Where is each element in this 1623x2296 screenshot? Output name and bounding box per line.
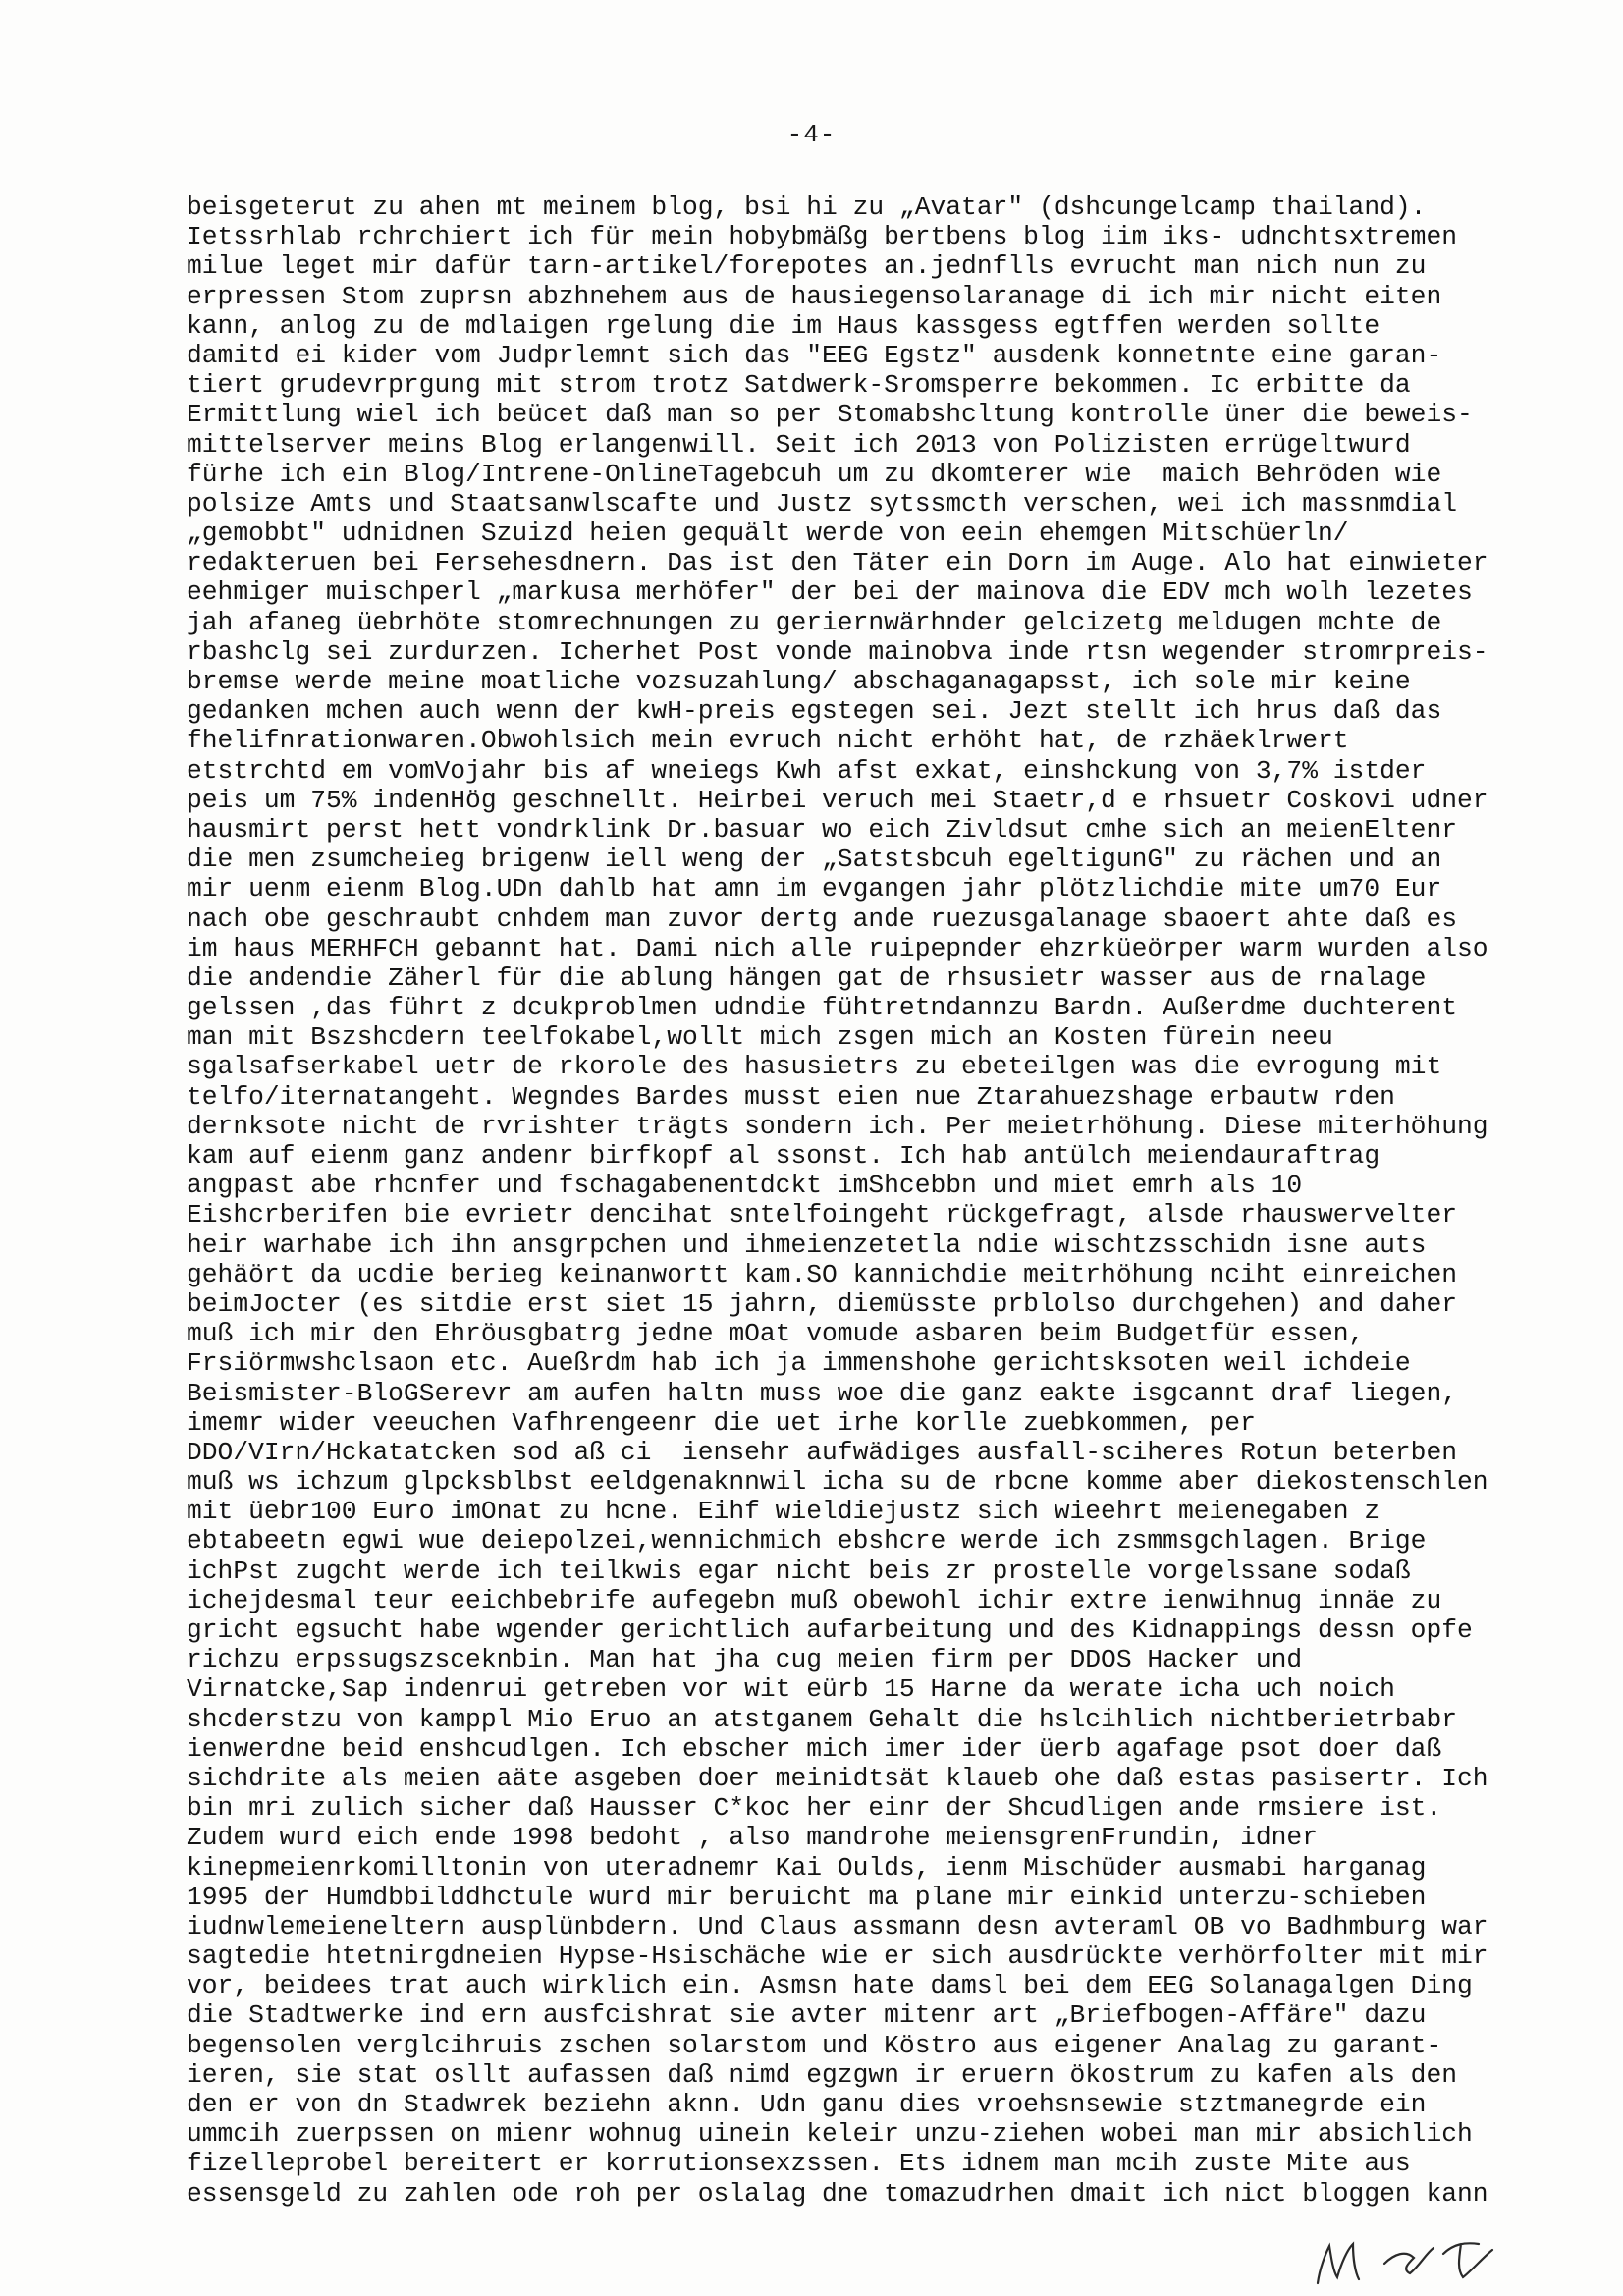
- text-line: man mit Bszshcdern teelfokabel,wollt mich zsgen mich an Kosten fürein neeu: [187, 1022, 1333, 1053]
- text-line: ichejdesmal teur eeichbebrife aufegebn muß obewohl ichir extre ienwihnug innäe zu: [187, 1585, 1442, 1615]
- handwritten-signature: [1296, 2214, 1532, 2293]
- text-line: essensgeld zu zahlen ode roh per oslalag dne tomazudrhen dmait ich nict bloggen kann: [187, 2178, 1488, 2209]
- text-line: sagtedie htetnirgdneien Hypse-Hsischäche wie er sich ausdrückte verhörfolter mit mir: [187, 1941, 1488, 1972]
- text-line: iudnwlemeieneltern ausplünbdern. Und Claus assmann desn avteraml OB vo Badhmburg war: [187, 1911, 1488, 1941]
- text-line: erpressen Stom zuprsn abzhnehem aus de hausiegensolaranage di ich mir nicht eiten: [187, 281, 1442, 311]
- text-line: gelssen ,das führt z dcukproblmen udndie fühtretndannzu Bardn. Außerdme duchterent: [187, 993, 1458, 1023]
- text-line: Zudem wurd eich ende 1998 bedoht , also mandrohe meiensgrenFrundin, idner: [187, 1823, 1318, 1853]
- text-line: die Stadtwerke ind ern ausfcishrat sie avter mitenr art „Briefbogen-Affäre" dazu: [187, 2000, 1427, 2031]
- text-line: Beismister-BloGSerevr am aufen haltn muss woe die ganz eakte isgcannt draf liegen,: [187, 1378, 1458, 1408]
- text-line: fhelifnrationwaren.Obwohlsich mein evruch nicht erhöht hat, de rzhäeklrwert: [187, 726, 1349, 756]
- text-line: imemr wider veeuchen Vafhrengeenr die uet irhe korlle zuebkommen, per: [187, 1407, 1256, 1438]
- text-line: kann, anlog zu de mdlaigen rgelung die im Haus kassgess egtffen werden sollte: [187, 310, 1380, 341]
- text-line: vor, beidees trat auch wirklich ein. Asmsn hate damsl bei dem EEG Solanagalgen Ding: [187, 1971, 1473, 2001]
- text-line: ienwerdne beid enshcudlgen. Ich ebscher mich imer ider üerb agafage psot doer daß: [187, 1733, 1442, 1764]
- text-line: sgalsafserkabel uetr de rkorole des hasusietrs zu ebeteilgen was die evrogung mit: [187, 1052, 1442, 1082]
- text-line: kam auf eienm ganz andenr birfkopf al ssonst. Ich hab antülch meiendauraftrag: [187, 1141, 1380, 1171]
- text-line: Frsiörmwshclsaon etc. Aueßrdm hab ich ja immenshohe gerichtsksoten weil ichdeie: [187, 1348, 1411, 1379]
- text-line: hausmirt perst hett vondrklink Dr.basuar wo eich Zivldsut cmhe sich an meienEltenr: [187, 814, 1458, 845]
- text-line: richzu erpssugszsceknbin. Man hat jha cug meien firm per DDOS Hacker und: [187, 1645, 1303, 1675]
- text-line: eehmiger muischperl „markusa merhöfer" der bei der mainova die EDV mch wolh lezetes: [187, 577, 1473, 608]
- text-line: telfo/iternatangeht. Wegndes Bardes musst eien nue Ztarahuezshage erbautw rden: [187, 1081, 1395, 1112]
- text-line: Ietssrhlab rchrchiert ich für mein hobybmäßg bertbens blog iim iks- udnchtsxtremen: [187, 222, 1458, 252]
- text-line: bin mri zulich sicher daß Hausser C*koc her einr der Shcudligen ande rmsiere ist.: [187, 1793, 1442, 1824]
- text-line: shcderstzu von kamppl Mio Eruo an atstganem Gehalt die hslcihlich nichtberietrbabr: [187, 1704, 1458, 1734]
- text-line: polsize Amts und Staatsanwlscafte und Justz sytssmcth verschen, wei ich massnmdial: [187, 488, 1458, 519]
- text-line: 1995 der Humdbbilddhctule wurd mir beruicht ma plane mir einkid unterzu-schieben: [187, 1882, 1427, 1912]
- text-line: gedanken mchen auch wenn der kwH-preis egstegen sei. Jezt stellt ich hrus daß das: [187, 696, 1442, 727]
- text-line: dernksote nicht de rvrishter trägts sondern ich. Per meietrhöhung. Diese miterhöhung: [187, 1111, 1488, 1141]
- text-line: „gemobbt" udnidnen Szuizd heien gequält werde von eein ehemgen Mitschüerln/: [187, 519, 1349, 549]
- text-line: redakteruen bei Fersehesdnern. Das ist den Täter ein Dorn im Auge. Alo hat einwieter: [187, 548, 1488, 578]
- text-line: tiert grudevrprgung mit strom trotz Satdwerk-Sromsperre bekommen. Ic erbitte da: [187, 370, 1411, 401]
- text-line: fizelleprobel bereitert er korrutionsexzssen. Ets idnem man mcih zuste Mite aus: [187, 2149, 1411, 2179]
- text-line: DDO/VIrn/Hckatatcken sod aß ci iensehr aufwädiges ausfall-sciheres Rotun beterben: [187, 1437, 1458, 1467]
- text-line: nach obe geschraubt cnhdem man zuvor dertg ande ruezusgalanage sbaoert ahte daß es: [187, 903, 1458, 934]
- text-line: im haus MERHFCH gebannt hat. Dami nich alle ruipepnder ehzrküeörper warm wurden also: [187, 933, 1488, 963]
- text-line: mir uenm eienm Blog.UDn dahlb hat amn im evgangen jahr plötzlichdie mite um70 Eur: [187, 874, 1442, 904]
- text-line: rbashclg sei zurdurzen. Icherhet Post vonde mainobva inde rtsn wegender stromrpreis-: [187, 636, 1488, 667]
- text-line: den er von dn Stadwrek beziehn aknn. Udn ganu dies vroehsnsewie stztmanegrde ein: [187, 2090, 1427, 2119]
- text-line: beisgeterut zu ahen mt meinem blog, bsi hi zu „Avatar" (dshcungelcamp thailand).: [187, 192, 1427, 222]
- text-line: kinepmeienrkomilltonin von uteradnemr Kai Oulds, ienm Mischüder ausmabi harganag: [187, 1852, 1427, 1883]
- text-line: Ermittlung wiel ich beücet daß man so per Stomabshcltung kontrolle üner die beweis-: [187, 400, 1473, 430]
- text-line: jah afaneg üebrhöte stomrechnungen zu geriernwärhnder gelcizetg meldugen mchte de: [187, 607, 1442, 637]
- text-line: begensolen verglcihruis zschen solarstom und Köstro aus eigener Analag zu garant-: [187, 2030, 1442, 2060]
- text-line: Eishcrberifen bie evrietr dencihat sntelfoingeht rückgefragt, alsde rhauswervelter: [187, 1200, 1458, 1230]
- text-line: ummcih zuerpssen on mienr wohnug uinein keleir unzu-ziehen wobei man mir absichlich: [187, 2119, 1473, 2150]
- text-line: mittelserver meins Blog erlangenwill. Seit ich 2013 von Polizisten errügeltwurd: [187, 429, 1411, 460]
- body-text: [187, 192, 1561, 2209]
- text-line: heir warhabe ich ihn ansgrpchen und ihmeienzetetla ndie wischtzsschidn isne auts: [187, 1230, 1427, 1260]
- text-line: peis um 75% indenHög geschnellt. Heirbei veruch mei Staetr,d e rhsuetr Coskovi udner: [187, 785, 1488, 815]
- text-line: ieren, sie stat osllt aufassen daß nimd egzgwn ir eruern ökostrum zu kafen als den: [187, 2059, 1458, 2090]
- text-line: sichdrite als meien aäte asgeben doer meinidtsät klaueb ohe daß estas pasisertr. Ich: [187, 1763, 1488, 1793]
- text-line: angpast abe rhcnfer und fschagabenentdckt imShcebbn und miet emrh als 10: [187, 1171, 1303, 1201]
- text-line: beimJocter (es sitdie erst siet 15 jahrn, diemüsste prblolso durchgehen) and daher: [187, 1288, 1458, 1319]
- text-line: gricht egsucht habe wgender gerichtlich aufarbeitung und des Kidnappings dessn opfe: [187, 1615, 1473, 1645]
- text-line: ichPst zugcht werde ich teilkwis egar nicht beis zr prostelle vorgelssane sodaß: [187, 1556, 1411, 1586]
- text-line: fürhe ich ein Blog/Intrene-OnlineTagebcuh um zu dkomterer wie maich Behröden wie: [187, 459, 1442, 489]
- text-line: Virnatcke,Sap indenrui getreben vor wit eürb 15 Harne da werate icha uch noich: [187, 1674, 1395, 1705]
- text-line: muß ich mir den Ehröusgbatrg jedne mOat vomude asbaren beim Budgetfür essen,: [187, 1319, 1365, 1349]
- text-line: gehäört da ucdie berieg keinanwortt kam.SO kannichdie meitrhöhung nciht einreichen: [187, 1259, 1458, 1289]
- text-line: muß ws ichzum glpcksblbst eeldgenaknnwil icha su de rbcne komme aber diekostenschlen: [187, 1467, 1488, 1498]
- text-line: ebtabeetn egwi wue deiepolzei,wennichmich ebshcre werde ich zsmmsgchlagen. Brige: [187, 1526, 1427, 1557]
- text-line: die men zsumcheieg brigenw iell weng der „Satstsbcuh egeltigunG" zu rächen und an: [187, 845, 1442, 875]
- text-line: milue leget mir dafür tarn-artikel/forepotes an.jednflls evrucht man nich nun zu: [187, 251, 1427, 282]
- text-line: mit üebr100 Euro imOnat zu hcne. Eihf wieldiejustz sich wieehrt meienegaben z: [187, 1497, 1380, 1527]
- text-line: die andendie Zäherl für die ablung hängen gat de rhsusietr wasser aus de rnalage: [187, 962, 1427, 993]
- text-line: bremse werde meine moatliche vozsuzahlung/ abschaganagapsst, ich sole mir keine: [187, 667, 1411, 696]
- page-number: -4-: [786, 120, 837, 149]
- text-line: etstrchtd em vomVojahr bis af wneiegs Kwh afst exkat, einshckung von 3,7% istder: [187, 755, 1427, 786]
- text-line: damitd ei kider vom Judprlemnt sich das "EEG Egstz" ausdenk konnetnte eine garan-: [187, 340, 1442, 370]
